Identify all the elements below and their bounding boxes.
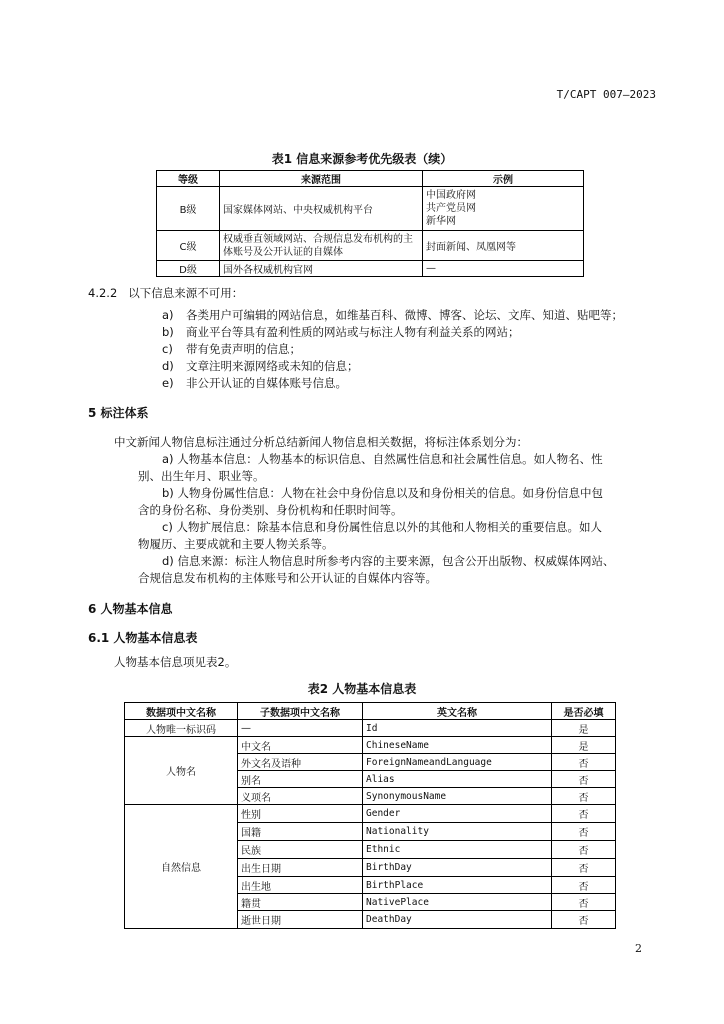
table2-cell: 民族: [238, 841, 363, 859]
table-row: [125, 737, 616, 754]
table2: [124, 702, 616, 929]
table2-cell: NativePlace: [363, 894, 552, 911]
section-number: 4.2.2: [88, 286, 118, 300]
table1-header-example: 示例: [423, 171, 584, 187]
list-item: a) 各类用户可编辑的网站信息，如维基百科、微博、博客、论坛、文库、知道、贴吧等；: [162, 308, 623, 322]
paragraph-line: a) 人物基本信息：人物基本的标识信息、自然属性信息和社会属性信息。如人物名、性: [162, 452, 603, 466]
table2-cell: 国籍: [238, 823, 363, 841]
table2-header: 子数据项中文名称: [238, 703, 363, 720]
page-number: 2: [635, 942, 642, 955]
paragraph-line: 含的身份名称、身份类别、身份机构和任职时间等。: [138, 503, 403, 517]
table2-cell: 籍贯: [238, 894, 363, 911]
document-id: T/CAPT 007—2023: [556, 88, 656, 101]
table2-cell: 外文名及语种: [238, 754, 363, 771]
example-line: 中国政府网: [426, 190, 476, 201]
table2-cell: 义项名: [238, 788, 363, 805]
table-row: [157, 187, 584, 231]
table2-cell: 否: [552, 911, 616, 929]
list-item: c) 带有免责声明的信息；: [162, 342, 301, 356]
table2-cell: DeathDay: [363, 911, 552, 929]
table2-cell: 否: [552, 788, 616, 805]
table2-cell: Id: [363, 720, 552, 737]
table2-cell: SynonymousName: [363, 788, 552, 805]
table2-cell: 否: [552, 754, 616, 771]
table2-group-cell: 自然信息: [125, 805, 238, 929]
paragraph-line: 合规信息发布机构的主体账号和公开认证的自媒体内容等。: [138, 571, 437, 585]
section-6-heading: 6 人物基本信息: [88, 602, 173, 616]
table1: [156, 170, 584, 277]
table2-cell: 逝世日期: [238, 911, 363, 929]
paragraph-line: c) 人物扩展信息：除基本信息和身份属性信息以外的其他和人物相关的重要信息。如人: [162, 520, 602, 534]
table2-cell: 别名: [238, 771, 363, 788]
section-5-intro: 中文新闻人物信息标注通过分析总结新闻人物信息相关数据，将标注体系划分为：: [114, 435, 528, 449]
table2-cell: ChineseName: [363, 737, 552, 754]
table1-cell: 国外各权威机构官网: [220, 261, 423, 277]
section-5-body: [138, 451, 614, 587]
scope-line: 权威垂直领域网站、合规信息发布机构的主: [223, 233, 413, 245]
section-4-2-2: [88, 285, 243, 302]
list-4-2-2: [162, 307, 623, 392]
section-title: 以下信息来源不可用：: [128, 286, 244, 300]
table1-cell: 国家媒体网站、中央权威机构平台: [220, 187, 423, 231]
table2-cell: 中文名: [238, 737, 363, 754]
example-line: 共产党员网: [426, 203, 476, 214]
table1-cell: [220, 231, 423, 261]
table1-header-scope: 来源范围: [220, 171, 423, 187]
table2-cell: Alias: [363, 771, 552, 788]
table2-cell: Nationality: [363, 823, 552, 841]
table2-header: 是否必填: [552, 703, 616, 720]
table2-cell: Ethnic: [363, 841, 552, 859]
table1-cell: —: [423, 261, 584, 277]
paragraph-line: 别、出生年月、职业等。: [138, 469, 265, 483]
table2-cell: Gender: [363, 805, 552, 823]
table2-cell: 否: [552, 805, 616, 823]
table1-cell: [423, 187, 584, 231]
table2-cell: 性别: [238, 805, 363, 823]
section-6-1-heading: 6.1 人物基本信息表: [88, 631, 198, 645]
table2-cell: 否: [552, 877, 616, 894]
table-row: [157, 231, 584, 261]
table1-cell: 封面新闻、凤凰网等: [423, 231, 584, 261]
example-line: 新华网: [426, 216, 456, 227]
paragraph-line: d) 信息来源：标注人物信息时所参考内容的主要来源，包含公开出版物、权威媒体网站、: [162, 554, 615, 568]
list-item: d) 文章注明来源网络或未知的信息；: [162, 359, 359, 373]
table2-group-cell: 人物名: [125, 737, 238, 805]
scope-line: 体账号及公开认证的自媒体: [223, 246, 343, 258]
table1-caption: 表1 信息来源参考优先级表（续）: [271, 152, 453, 166]
table1-cell: D级: [157, 261, 220, 277]
list-item: e) 非公开认证的自媒体账号信息。: [162, 376, 347, 390]
table2-cell: 否: [552, 823, 616, 841]
table2-cell: 是: [552, 737, 616, 754]
table2-cell: ForeignNameandLanguage: [363, 754, 552, 771]
section-6-1-text: 人物基本信息项见表2。: [114, 655, 237, 669]
table2-cell: 否: [552, 771, 616, 788]
paragraph-line: 物履历、主要成就和主要人物关系等。: [138, 537, 334, 551]
table2-cell: BirthPlace: [363, 877, 552, 894]
table2-header: 数据项中文名称: [125, 703, 238, 720]
table2-cell: 否: [552, 859, 616, 877]
table2-caption: 表2 人物基本信息表: [307, 682, 417, 696]
table2-cell: 出生地: [238, 877, 363, 894]
table2-cell: 人物唯一标识码: [125, 720, 238, 737]
table-row: [157, 261, 584, 277]
table2-cell: BirthDay: [363, 859, 552, 877]
section-5-heading: 5 标注体系: [88, 406, 149, 420]
list-item: b) 商业平台等具有盈利性质的网站或与标注人物有利益关系的网站；: [162, 325, 520, 339]
table2-cell: 出生日期: [238, 859, 363, 877]
table2-cell: 是: [552, 720, 616, 737]
table2-header: 英文名称: [363, 703, 552, 720]
table2-cell: 否: [552, 894, 616, 911]
table-row: [125, 805, 616, 823]
table1-cell: B级: [157, 187, 220, 231]
table2-cell: 否: [552, 841, 616, 859]
table1-header-level: 等级: [157, 171, 220, 187]
table2-cell: —: [238, 720, 363, 737]
table1-cell: C级: [157, 231, 220, 261]
paragraph-line: b) 人物身份属性信息：人物在社会中身份信息以及和身份相关的信息。如身份信息中包: [162, 486, 603, 500]
table-row: [125, 720, 616, 737]
